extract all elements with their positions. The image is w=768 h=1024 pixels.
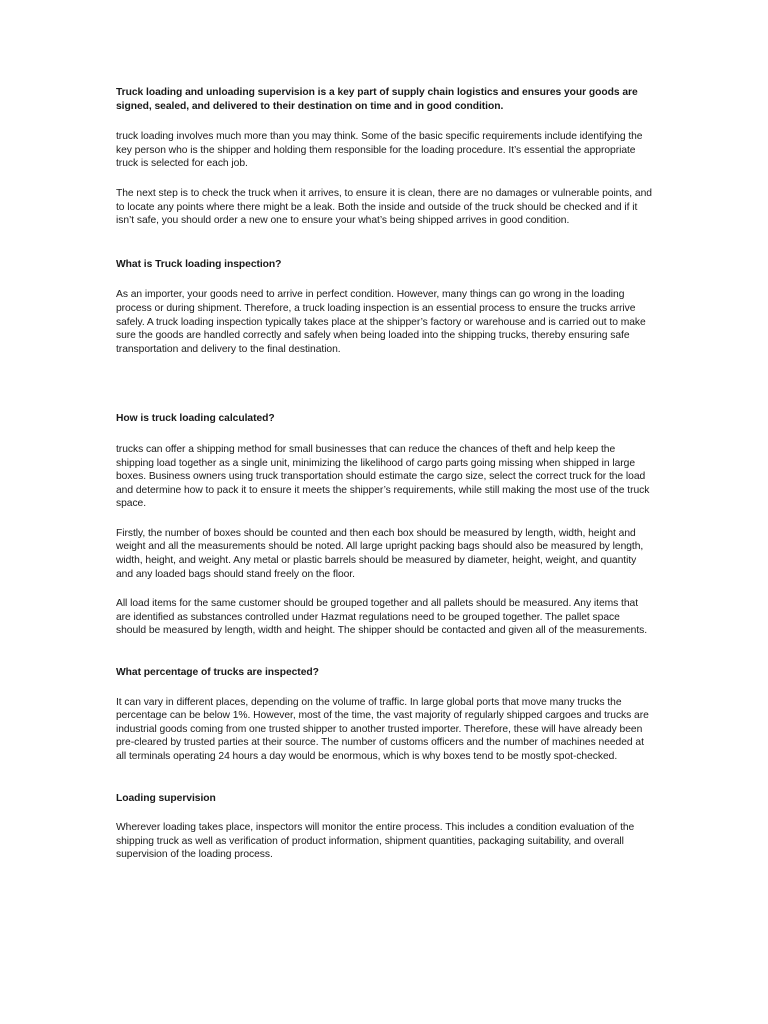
intro-paragraph: Truck loading and unloading supervision is a key part of supply chain logistics and ensures your goods are signed, sealed, and delivered to their destination on time and in good condition. [116, 87, 638, 112]
paragraph-supervision: Wherever loading takes place, inspectors will monitor the entire process. This includes a condition evaluation of the shipping truck as well as verification of product information, shipment quantities, packaging suitability, and overall supervision of the loading process. [116, 822, 635, 861]
heading-inspection: What is Truck loading inspection? [116, 258, 282, 270]
document-page [116, 86, 652, 862]
paragraph-measurements: Firstly, the number of boxes should be counted and then each box should be measured by length, width, height and weight and all the measurements should be noted. All large upright packing bags should also be measured by length, width, height, and weight. Any metal or plastic barrels should be measured by diameter, height, weight, and quantity and any loaded bags should stand freely on the floor. [116, 527, 644, 580]
paragraph-check-truck: The next step is to check the truck when it arrives, to ensure it is clean, there are no damages or vulnerable points, and to locate any points where there might be a leak. Both the inside and outside of the truck should be checked and if it isn’t safe, you should order a new one to ensure your what’s being shipped arrives in good condition. [116, 187, 652, 227]
paragraph-percentage: It can vary in different places, depending on the volume of traffic. In large global ports that move many trucks the percentage can be below 1%. However, most of the time, the vast majority of regularly shipped cargoes and trucks are industrial goods coming from one trusted shipper to another trusted importer. Therefore, these will have already been pre-cleared by trusted parties at their source. The number of customs officers and the number of machines needed at all terminals operating 24 hours a day would be enormous, which is why boxes tend to be mostly spot-checked. [116, 696, 649, 762]
heading-supervision: Loading supervision [116, 792, 216, 804]
paragraph-requirements: truck loading involves much more than you may think. Some of the basic specific requirements include identifying the key person who is the shipper and holding them responsible for the loading procedure. It’s essential the appropriate truck is selected for each job. [116, 131, 643, 170]
paragraph-grouping: All load items for the same customer should be grouped together and all pallets should be measured. Any items that are identified as substances controlled under Hazmat regulations need to be grouped together. The pallet space should be measured by length, width and height. The shipper should be contacted and given all of the measurements. [116, 598, 648, 637]
heading-calculated: How is truck loading calculated? [116, 413, 275, 425]
paragraph-shipping-method: trucks can offer a shipping method for small businesses that can reduce the chances of theft and help keep the shipping load together as a single unit, minimizing the likelihood of cargo parts going missing when shipped in large boxes. Business owners using truck transportation should estimate the cargo size, select the correct truck for the load and determine how to pack it to ensure it meets the shipper’s requirements, while still making the most use of the truck space. [116, 443, 650, 510]
paragraph-inspection: As an importer, your goods need to arrive in perfect condition. However, many things can go wrong in the loading process or during shipment. Therefore, a truck loading inspection is an essential process to ensure the trucks arrive safely. A truck loading inspection typically takes place at the shipper’s factory or warehouse and is carried out to make sure the goods are handled correctly and safely when being loaded into the shipping trucks, thereby ensuring safe transportation and delivery to the final destination. [116, 289, 646, 355]
heading-percentage: What percentage of trucks are inspected? [116, 667, 319, 679]
